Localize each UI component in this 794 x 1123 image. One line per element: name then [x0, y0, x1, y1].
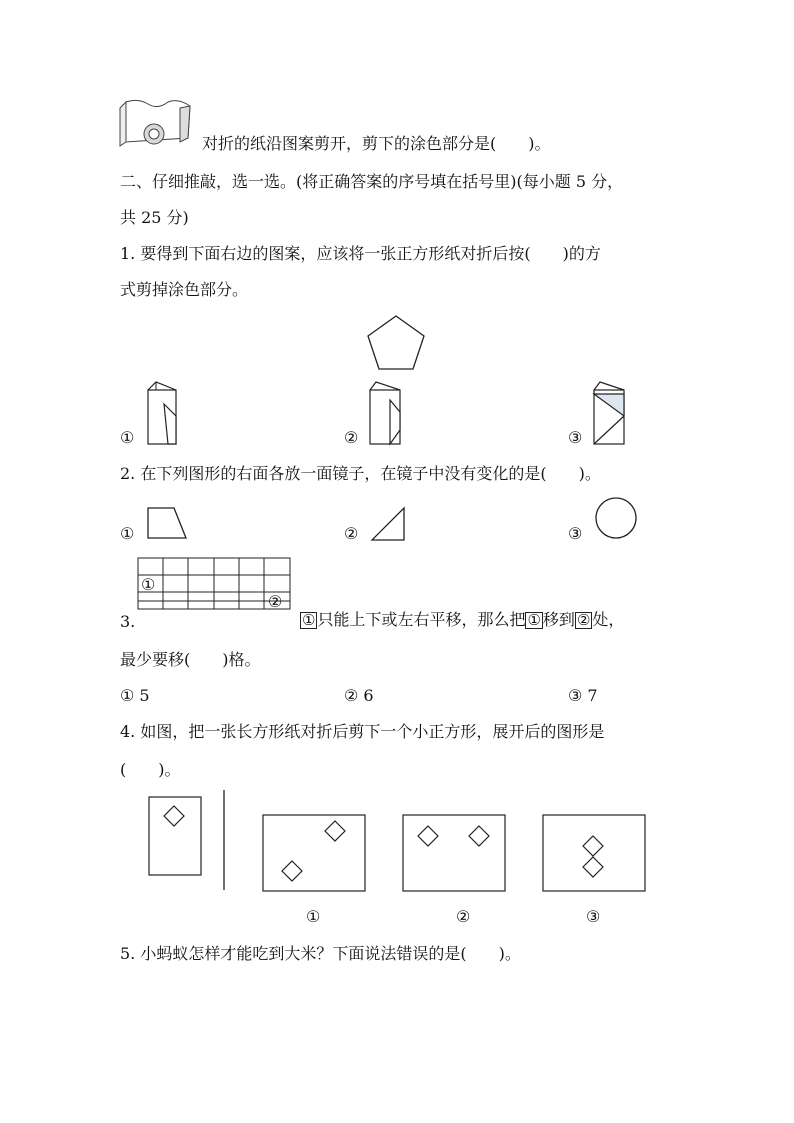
q1-option-2-figure: [368, 380, 408, 446]
q3-text-b: 移到: [542, 610, 575, 629]
section-2-title-cont: 共 25 分): [120, 208, 189, 227]
q1-option-2-label: ②: [344, 428, 359, 447]
q4-text: 4. 如图，把一张长方形纸对折后剪下一个小正方形，展开后的图形是: [120, 722, 605, 741]
q3-text-c: 处，: [592, 610, 625, 629]
q4-option-3-figure: [542, 814, 648, 894]
q4-option-2-figure: [402, 814, 508, 894]
q4-folded-paper-figure: [148, 796, 208, 878]
q3-option-3: ③ 7: [568, 686, 598, 705]
trapezoid-figure: [146, 506, 190, 540]
q3-box-3: ②: [576, 611, 591, 629]
q3-option-2: ② 6: [344, 686, 374, 705]
q1-option-1-figure: [146, 380, 186, 446]
q4-option-2-label: ②: [456, 907, 471, 926]
right-triangle-figure: [370, 506, 410, 542]
q4-text-cont: ( )。: [120, 760, 181, 779]
q2-option-2-label: ②: [344, 524, 359, 543]
q3-box-1: ①: [302, 611, 316, 629]
q3-option-1: ① 5: [120, 686, 150, 705]
q3-text-cont: 最少要移( )格。: [120, 650, 261, 669]
q4-option-3-label: ③: [586, 907, 601, 926]
section-2-title: 二、仔细推敲，选一选。(将正确答案的序号填在括号里)(每小题 5 分，: [120, 172, 624, 191]
q4-fold-line: [223, 790, 227, 892]
q1-option-3-label: ③: [568, 428, 583, 447]
q1-text-cont: 式剪掉涂色部分。: [120, 280, 249, 299]
q3-box-2: ①: [527, 611, 541, 629]
q2-text: 2. 在下列图形的右面各放一面镜子，在镜子中没有变化的是( )。: [120, 464, 601, 483]
q3-text-a: 只能上下或左右平移，那么把: [317, 610, 526, 629]
q3-grid-label-1: ①: [141, 575, 156, 594]
q1-option-3-figure: [592, 380, 632, 446]
q4-option-1-figure: [262, 814, 368, 894]
q3-number: 3.: [120, 612, 136, 631]
q2-option-1-label: ①: [120, 524, 135, 543]
intro-question: 对折的纸沿图案剪开，剪下的涂色部分是( )。: [202, 134, 551, 153]
q1-text: 1. 要得到下面右边的图案，应该将一张正方形纸对折后按( )的方: [120, 244, 601, 263]
folded-paper-figure: [118, 98, 198, 148]
q4-option-1-label: ①: [306, 907, 321, 926]
q2-option-3-label: ③: [568, 524, 583, 543]
pentagon-figure: [366, 314, 426, 372]
q1-option-1-label: ①: [120, 428, 135, 447]
q3-text: [300, 610, 624, 630]
q3-grid-label-2: ②: [268, 592, 283, 611]
q5-text: 5. 小蚂蚁怎样才能吃到大米？下面说法错误的是( )。: [120, 944, 521, 963]
circle-figure: [594, 496, 640, 542]
